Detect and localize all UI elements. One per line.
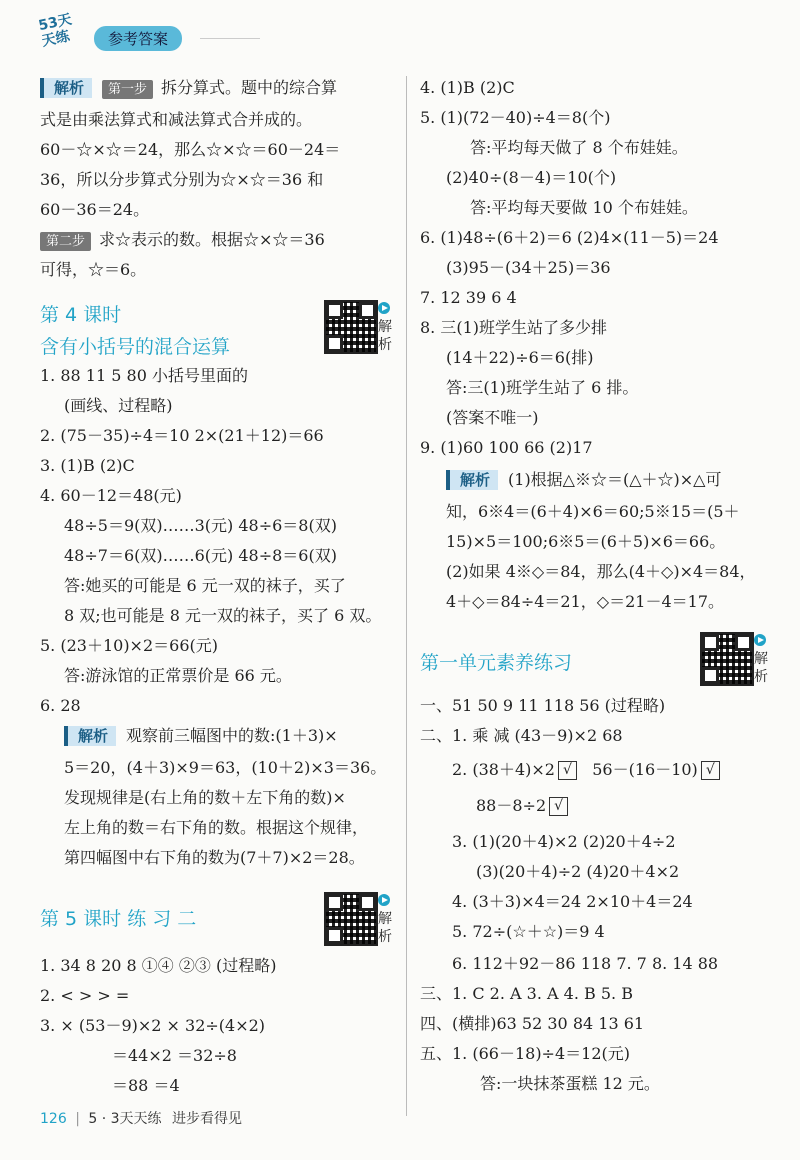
text: (1)根据△※☆＝(△＋☆)×△可 — [508, 470, 722, 489]
text: 60－☆×☆＝24，那么☆×☆＝60－24＝ — [40, 140, 341, 159]
answer-line: (答案不唯一) — [446, 408, 539, 427]
text: 36，所以分步算式分别为☆×☆＝36 和 — [40, 170, 324, 189]
text: 60－36＝24。 — [40, 200, 150, 219]
answer-line: 7. 12 39 6 4 — [420, 288, 517, 307]
answer-line: 答:平均每天要做 10 个布娃娃。 — [470, 198, 698, 217]
qr-code-icon[interactable] — [324, 300, 378, 354]
answer-line: (3)95－(34＋25)＝36 — [446, 258, 611, 277]
answer-line: 1. 88 11 5 80 小括号里面的 — [40, 366, 248, 385]
analysis-line — [40, 230, 325, 251]
analysis-line — [446, 470, 722, 490]
answer-line: 2. (38＋4)×2 √ 56－(16－10) √ — [452, 760, 720, 780]
answer-line: 答:游泳馆的正常票价是 66 元。 — [64, 666, 292, 685]
analysis-tag: 解析 — [40, 78, 92, 98]
qr-label: 解 析 — [754, 651, 768, 685]
text: 发现规律是(右上角的数＋左下角的数)× — [64, 788, 346, 807]
answer-line: (2)40÷(8－4)＝10(个) — [446, 168, 617, 187]
answer-line: 2. (75－35)÷4＝10 2×(21＋12)＝66 — [40, 426, 324, 445]
answer-line: 4. (1)B (2)C — [420, 78, 515, 97]
answer-line: 6. 112＋92－86 118 7. 7 8. 14 88 — [452, 954, 719, 973]
qr-code-icon[interactable] — [700, 632, 754, 686]
answer-line: (3)(20＋4)÷2 (4)20＋4×2 — [476, 862, 680, 881]
text: 拆分算式。题中的综合算 — [161, 78, 338, 97]
answer-line: 1. 34 8 20 8 ①④ ②③ (过程略) — [40, 956, 277, 975]
play-icon[interactable] — [754, 634, 766, 646]
answer-line: 答:她买的可能是 6 元一双的袜子，买了 — [64, 576, 346, 595]
text: 左上角的数＝右下角的数。根据这个规律， — [64, 818, 369, 837]
answer-line: 答:三(1)班学生站了 6 排。 — [446, 378, 639, 397]
answer-line: 五、1. (66－18)÷4＝12(元) — [420, 1044, 630, 1063]
answer-line: 一、51 50 9 11 118 56 (过程略) — [420, 696, 666, 715]
footer — [40, 1108, 242, 1128]
unit-title: 第一单元素养练习 — [420, 652, 573, 674]
answer-line: 5. 72÷(☆＋☆)＝9 4 — [452, 922, 605, 941]
analysis-tag: 解析 — [446, 470, 498, 490]
answer-line: 9. (1)60 100 66 (2)17 — [420, 438, 593, 457]
answer-line: 三、1. C 2. A 3. A 4. B 5. B — [420, 984, 633, 1003]
check-box: √ — [701, 761, 720, 780]
logo — [37, 11, 88, 54]
text: 15)×5＝100;6※5＝(6＋5)×6＝66。 — [446, 532, 726, 551]
lesson-title: 第 5 课时 练 习 二 — [40, 908, 197, 930]
footer-slogan: 进步看得见 — [171, 1111, 242, 1127]
answer-line: 5. (1)(72－40)÷4＝8(个) — [420, 108, 611, 127]
analysis-tag: 解析 — [64, 726, 116, 746]
check-box: √ — [549, 797, 568, 816]
answer-line: 6. (1)48÷(6＋2)＝6 (2)4×(11－5)＝24 — [420, 228, 719, 247]
play-icon[interactable] — [378, 302, 390, 314]
header-tab: 参考答案 — [94, 26, 182, 51]
answer-line: 4. (3＋3)×4＝24 2×10＋4＝24 — [452, 892, 693, 911]
qr-label: 解 析 — [378, 319, 392, 353]
text: 5＝20，(4＋3)×9＝63，(10＋2)×3＝36。 — [64, 758, 387, 777]
answer-line: 8 双;也可能是 8 元一双的袜子，买了 6 双。 — [64, 606, 382, 625]
page-number: 126 — [40, 1111, 67, 1127]
text: 4＋◇＝84÷4＝21，◇＝21－4＝17。 — [446, 592, 724, 611]
answer-line: 四、(横排)63 52 30 84 13 61 — [420, 1014, 645, 1033]
answer-line: 二、1. 乘 减 (43－9)×2 68 — [420, 726, 623, 745]
answer-line: 88－8÷2 √ — [476, 796, 568, 816]
answer-line: 6. 28 — [40, 696, 81, 715]
lesson-subtitle: 含有小括号的混合运算 — [40, 336, 231, 358]
footer-book: 5 · 3天天练 — [88, 1111, 162, 1127]
answer-line: 答:一块抹茶蛋糕 12 元。 — [480, 1074, 660, 1093]
text: 式是由乘法算式和减法算式合并成的。 — [40, 110, 313, 129]
answer-line: (画线、过程略) — [64, 396, 173, 415]
lesson-title: 第 4 课时 — [40, 304, 122, 326]
text: (2)如果 4※◇＝84，那么(4＋◇)×4＝84， — [446, 562, 756, 581]
text: 观察前三幅图中的数:(1＋3)× — [126, 726, 338, 745]
answer-line: 3. × (53－9)×2 × 32÷(4×2) — [40, 1016, 266, 1035]
answer-line: 8. 三(1)班学生站了多少排 — [420, 318, 608, 337]
answer-line: 48÷7＝6(双)……6(元) 48÷8＝6(双) — [64, 546, 337, 565]
header-rule — [200, 38, 260, 39]
text: 求☆表示的数。根据☆×☆＝36 — [99, 230, 325, 249]
answer-line: 3. (1)(20＋4)×2 (2)20＋4÷2 — [452, 832, 676, 851]
qr-code-icon[interactable] — [324, 892, 378, 946]
answer-line: 2. < > > = — [40, 986, 130, 1005]
answer-line: 5. (23＋10)×2＝66(元) — [40, 636, 218, 655]
qr-label: 解 析 — [378, 911, 392, 945]
answer-line: ＝88 ＝4 — [112, 1076, 180, 1095]
answer-line: 48÷5＝9(双)……3(元) 48÷6＝8(双) — [64, 516, 337, 535]
answer-line: ＝44×2 ＝32÷8 — [112, 1046, 237, 1065]
step-badge: 第二步 — [40, 232, 91, 251]
play-icon[interactable] — [378, 894, 390, 906]
text: 知，6※4＝(6＋4)×6＝60;5※15＝(5＋ — [446, 502, 740, 521]
answer-line: 3. (1)B (2)C — [40, 456, 135, 475]
text: 可得，☆＝6。 — [40, 260, 147, 279]
answer-line: (14＋22)÷6＝6(排) — [446, 348, 594, 367]
analysis-line — [40, 78, 337, 99]
answer-line: 答:平均每天做了 8 个布娃娃。 — [470, 138, 688, 157]
answer-line: 4. 60－12＝48(元) — [40, 486, 182, 505]
analysis-line — [64, 726, 338, 746]
step-badge: 第一步 — [102, 80, 153, 99]
column-divider — [406, 76, 407, 1116]
logo-text: 53天天练 — [37, 11, 74, 50]
text: 第四幅图中右下角的数为(7＋7)×2＝28。 — [64, 848, 365, 867]
check-box: √ — [558, 761, 577, 780]
footer-separator: | — [75, 1111, 80, 1127]
